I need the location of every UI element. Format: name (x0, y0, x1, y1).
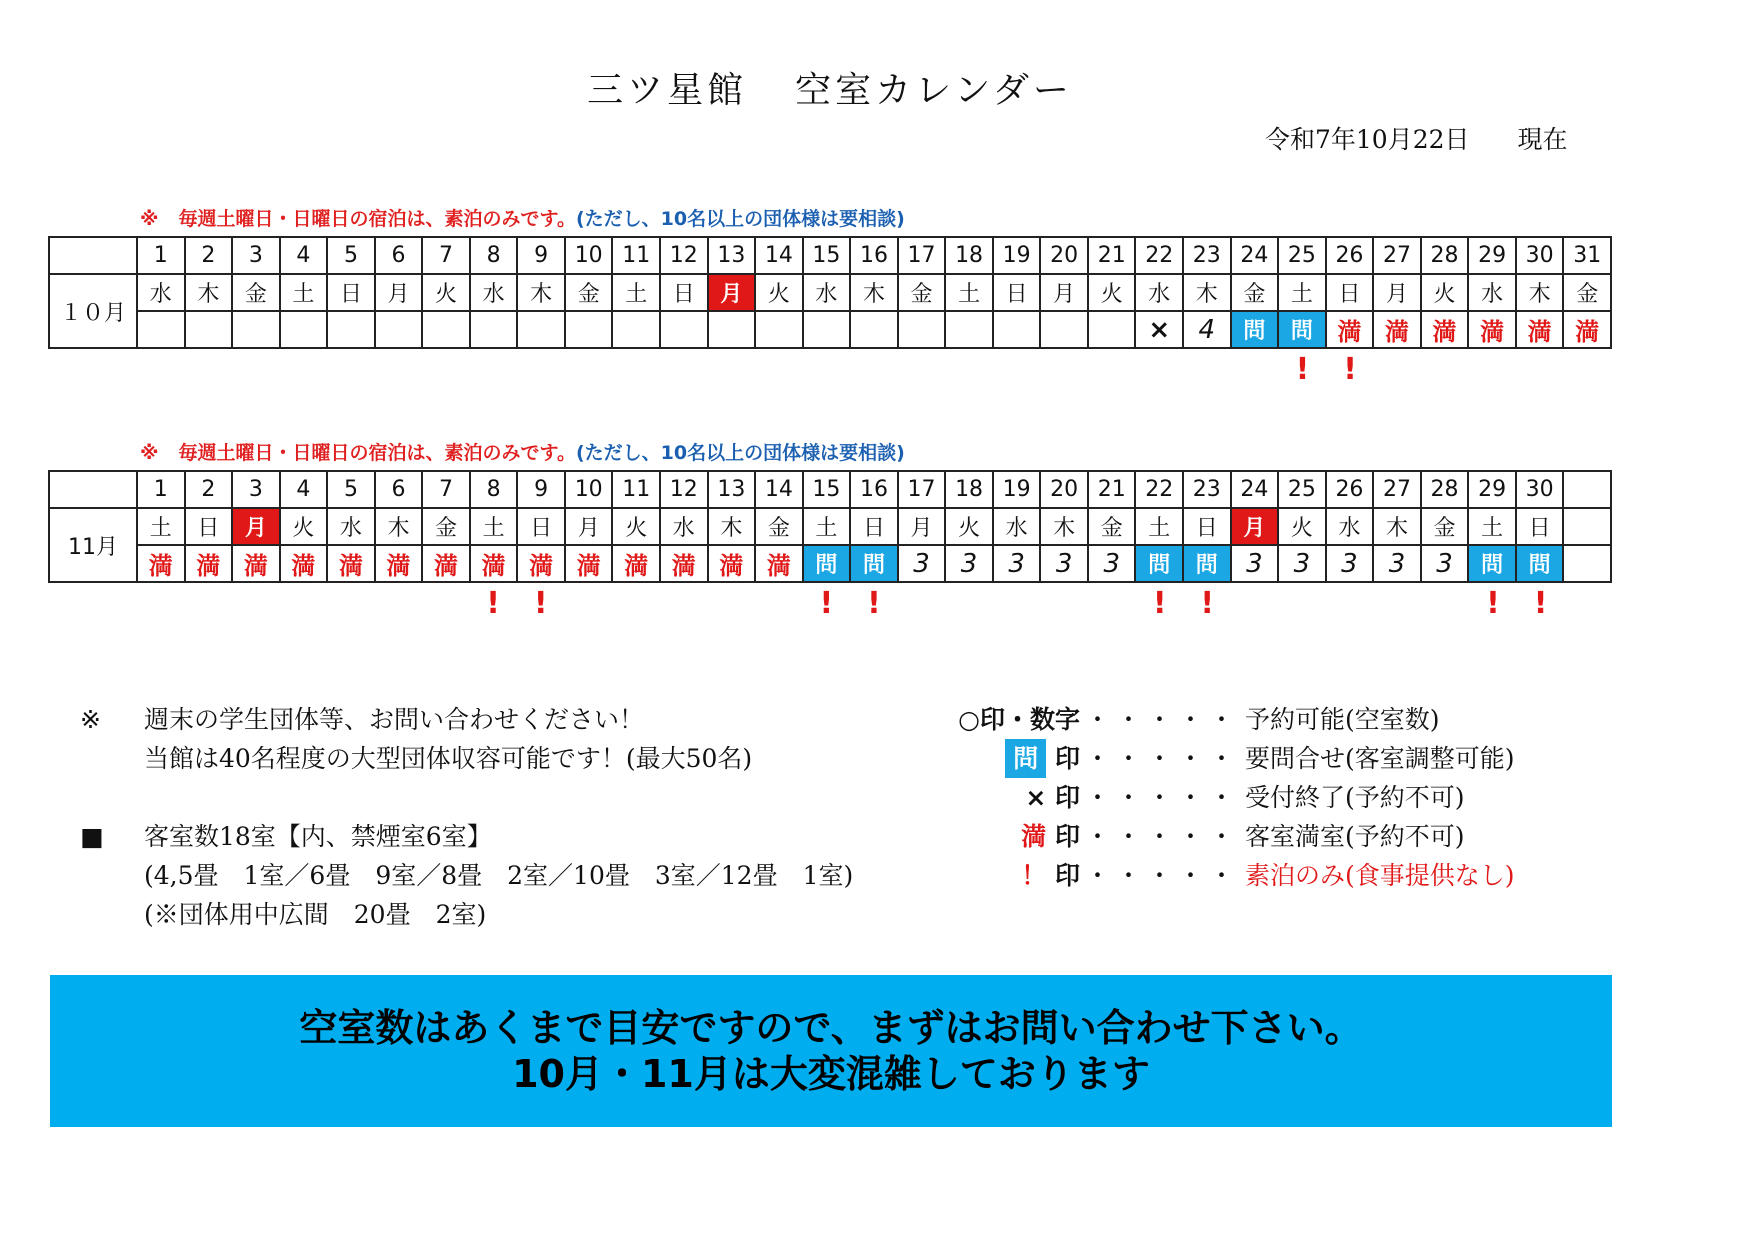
weekday: 水 (327, 508, 375, 545)
weekday: 木 (1183, 274, 1231, 311)
weekday: 日 (1516, 508, 1564, 545)
info-line: 当館は40名程度の大型団体収容可能です！(最大50名) (144, 744, 753, 773)
availability-cell: 満 (1373, 311, 1421, 348)
day-number: 24 (1231, 237, 1279, 274)
weekday: 水 (1326, 508, 1374, 545)
weekday: 月 (1040, 274, 1088, 311)
weekday: 水 (660, 508, 708, 545)
availability-cell: 3 (1088, 545, 1136, 582)
weekday: 火 (945, 508, 993, 545)
availability-cell: 満 (232, 545, 280, 582)
weekday: 木 (1516, 274, 1564, 311)
weekday: 木 (185, 274, 233, 311)
exclaim-row-november (48, 586, 1612, 626)
weekday: 水 (1135, 274, 1183, 311)
day-number: 27 (1373, 237, 1421, 274)
availability-cell (850, 311, 898, 348)
day-number: 13 (708, 237, 756, 274)
weekday: 土 (470, 508, 518, 545)
availability-cell (755, 311, 803, 348)
day-number: 29 (1468, 237, 1516, 274)
exclamation-icon: ! (1533, 586, 1548, 621)
availability-cell (280, 311, 328, 348)
month-label: 11月 (49, 508, 137, 582)
day-number: 24 (1231, 471, 1279, 508)
availability-cell: 問 (1278, 311, 1326, 348)
availability-cell: 問 (1231, 311, 1279, 348)
day-number: 25 (1278, 237, 1326, 274)
day-number: 16 (850, 471, 898, 508)
day-number: 27 (1373, 471, 1421, 508)
day-number: 7 (422, 237, 470, 274)
legend (950, 700, 1515, 895)
weekday: 月 (1373, 274, 1421, 311)
day-number: 30 (1516, 471, 1564, 508)
day-number: 9 (517, 471, 565, 508)
weekday: 土 (280, 274, 328, 311)
weekday: 木 (1040, 508, 1088, 545)
availability-cell (660, 311, 708, 348)
weekday: 日 (850, 508, 898, 545)
weekday: 火 (280, 508, 328, 545)
weekday: 月 (375, 274, 423, 311)
day-number: 13 (708, 471, 756, 508)
day-number: 17 (898, 237, 946, 274)
day-number: 18 (945, 471, 993, 508)
day-number: 17 (898, 471, 946, 508)
day-number: 11 (612, 237, 660, 274)
exclamation-icon: ! (819, 586, 834, 621)
weekday: 土 (945, 274, 993, 311)
day-number: 5 (327, 237, 375, 274)
weekday: 水 (803, 274, 851, 311)
exclamation-icon: ! (1486, 586, 1500, 621)
exclamation-icon: ! (486, 586, 500, 621)
day-number: 8 (470, 471, 518, 508)
day-number: 22 (1135, 237, 1183, 274)
availability-cell: 問 (850, 545, 898, 582)
page-title: 三ツ星館 空室カレンダー (587, 70, 1073, 111)
availability-cell: 満 (1326, 311, 1374, 348)
day-number: 2 (185, 237, 233, 274)
day-number: 23 (1183, 237, 1231, 274)
day-number: 12 (660, 471, 708, 508)
day-number: 31 (1563, 237, 1611, 274)
availability-cell: 3 (993, 545, 1041, 582)
info-spacer (80, 778, 853, 817)
day-number: 19 (993, 471, 1041, 508)
availability-cell (1040, 311, 1088, 348)
availability-cell: 満 (1563, 311, 1611, 348)
day-number: 11 (612, 471, 660, 508)
availability-cell: 満 (185, 545, 233, 582)
day-number: 9 (517, 237, 565, 274)
weekday: 金 (232, 274, 280, 311)
day-number: 18 (945, 237, 993, 274)
availability-cell: 3 (1231, 545, 1279, 582)
exclamation-icon: ! (1343, 352, 1357, 387)
weekday: 金 (755, 508, 803, 545)
weekday: 日 (993, 274, 1041, 311)
weekday: 火 (1278, 508, 1326, 545)
availability-cell: 問 (1135, 545, 1183, 582)
inquire-mark: 問 (1005, 739, 1046, 778)
weekday: 木 (517, 274, 565, 311)
day-number: 8 (470, 237, 518, 274)
weekday: 金 (565, 274, 613, 311)
availability-cell (137, 311, 185, 348)
day-number: 30 (1516, 237, 1564, 274)
availability-cell (708, 311, 756, 348)
month-header-blank (49, 237, 137, 274)
weekday: 火 (755, 274, 803, 311)
weekday: 木 (708, 508, 756, 545)
day-number: 10 (565, 237, 613, 274)
availability-cell: 満 (755, 545, 803, 582)
availability-cell: 満 (375, 545, 423, 582)
weekday: 火 (1421, 274, 1469, 311)
weekday: 月 (708, 274, 756, 311)
day-number: 5 (327, 471, 375, 508)
weekend-notice-november: ※ 毎週土曜日・日曜日の宿泊は、素泊のみです。(ただし、10名以上の団体様は要相談) (140, 442, 905, 464)
availability-cell: 3 (1373, 545, 1421, 582)
availability-cell (803, 311, 851, 348)
availability-cell (185, 311, 233, 348)
availability-cell (898, 311, 946, 348)
day-number: 26 (1326, 237, 1374, 274)
day-number: 25 (1278, 471, 1326, 508)
weekday: 火 (1088, 274, 1136, 311)
day-number: 15 (803, 471, 851, 508)
exclamation-icon: ! (533, 586, 548, 621)
availability-cell: 問 (803, 545, 851, 582)
day-number: 6 (375, 237, 423, 274)
availability-cell (993, 311, 1041, 348)
availability-cell: 満 (708, 545, 756, 582)
day-number: 22 (1135, 471, 1183, 508)
weekday: 金 (1563, 274, 1611, 311)
day-number: 29 (1468, 471, 1516, 508)
day-number: 3 (232, 237, 280, 274)
weekday: 金 (1421, 508, 1469, 545)
exclamation-icon: ! (867, 586, 881, 621)
day-number: 23 (1183, 471, 1231, 508)
availability-cell: 問 (1468, 545, 1516, 582)
day-number: 1 (137, 237, 185, 274)
availability-cell: 満 (327, 545, 375, 582)
exclamation-icon: ! (1295, 352, 1310, 387)
day-number: 14 (755, 237, 803, 274)
weekend-notice-october: ※ 毎週土曜日・日曜日の宿泊は、素泊のみです。(ただし、10名以上の団体様は要相談) (140, 208, 905, 230)
weekday: 水 (1468, 274, 1516, 311)
availability-cell: 3 (945, 545, 993, 582)
availability-cell: 満 (422, 545, 470, 582)
day-number: 28 (1421, 471, 1469, 508)
info-line: (4,5畳 1室／6畳 9室／8畳 2室／10畳 3室／12畳 1室) (144, 861, 854, 890)
availability-cell (565, 311, 613, 348)
availability-cell (470, 311, 518, 348)
weekday: 木 (850, 274, 898, 311)
availability-cell: 3 (1278, 545, 1326, 582)
availability-cell: 4 (1183, 311, 1231, 348)
availability-cell: 満 (1468, 311, 1516, 348)
availability-cell (327, 311, 375, 348)
availability-cell: × (1135, 311, 1183, 348)
weekday: 水 (470, 274, 518, 311)
weekday: 土 (1278, 274, 1326, 311)
weekday: 火 (612, 508, 660, 545)
availability-cell (1088, 311, 1136, 348)
weekday: 月 (565, 508, 613, 545)
availability-cell (375, 311, 423, 348)
month-header-blank (49, 471, 137, 508)
availability-cell: 3 (1421, 545, 1469, 582)
weekday: 木 (375, 508, 423, 545)
availability-cell: 満 (1421, 311, 1469, 348)
weekday: 土 (803, 508, 851, 545)
legend-closed: × 印 ・・・・・ 受付終了(予約不可) (1025, 783, 1465, 812)
availability-cell: 3 (898, 545, 946, 582)
exclamation-icon: ! (1200, 586, 1215, 621)
calendar-november (48, 470, 1612, 583)
availability-cell: 問 (1516, 545, 1564, 582)
day-number: 2 (185, 471, 233, 508)
legend-available: ○印・数字 ・・・・・ 予約可能(空室数) (958, 705, 1440, 734)
exclamation-icon: ！ (1021, 861, 1047, 890)
weekday: 金 (898, 274, 946, 311)
weekday: 水 (993, 508, 1041, 545)
day-number: 26 (1326, 471, 1374, 508)
day-number: 21 (1088, 471, 1136, 508)
day-number: 20 (1040, 471, 1088, 508)
availability-cell (232, 311, 280, 348)
exclamation-icon: ! (1152, 586, 1167, 621)
availability-cell: 満 (470, 545, 518, 582)
day-number: 16 (850, 237, 898, 274)
availability-cell: 3 (1040, 545, 1088, 582)
weekday: 土 (1468, 508, 1516, 545)
day-number: 19 (993, 237, 1041, 274)
availability-cell: 満 (1516, 311, 1564, 348)
day-number: 12 (660, 237, 708, 274)
availability-cell: 満 (517, 545, 565, 582)
availability-cell: 満 (660, 545, 708, 582)
weekday: 日 (185, 508, 233, 545)
legend-full: 満 印 ・・・・・ 客室満室(予約不可) (1021, 822, 1465, 851)
weekday: 土 (612, 274, 660, 311)
full-mark: 満 (1021, 822, 1047, 851)
info-line: ■ 客室数18室【内、禁煙室6室】 (80, 822, 492, 851)
weekday (1563, 508, 1611, 545)
legend-inquire: 問 印 ・・・・・ 要問合せ(客室調整可能) (950, 739, 1515, 778)
day-number: 21 (1088, 237, 1136, 274)
availability-cell (422, 311, 470, 348)
weekday: 金 (422, 508, 470, 545)
day-number: 10 (565, 471, 613, 508)
calendar-october (48, 236, 1612, 349)
day-number: 3 (232, 471, 280, 508)
availability-cell: 満 (565, 545, 613, 582)
availability-cell (945, 311, 993, 348)
weekday: 金 (1231, 274, 1279, 311)
weekday: 金 (1088, 508, 1136, 545)
availability-cell (517, 311, 565, 348)
availability-cell (1563, 545, 1611, 582)
legend-room-only: ！ 印 ・・・・・ 素泊のみ(食事提供なし) (1021, 861, 1515, 890)
weekday: 日 (517, 508, 565, 545)
day-number: 1 (137, 471, 185, 508)
weekday: 月 (232, 508, 280, 545)
day-number: 14 (755, 471, 803, 508)
exclaim-row-october (48, 352, 1612, 392)
day-number: 6 (375, 471, 423, 508)
day-number: 20 (1040, 237, 1088, 274)
availability-cell: 問 (1183, 545, 1231, 582)
weekday: 日 (327, 274, 375, 311)
availability-cell: 満 (612, 545, 660, 582)
day-number (1563, 471, 1611, 508)
weekday: 土 (137, 508, 185, 545)
weekday: 火 (422, 274, 470, 311)
weekday: 月 (898, 508, 946, 545)
weekday: 土 (1135, 508, 1183, 545)
day-number: 4 (280, 471, 328, 508)
notice-banner: 空室数はあくまで目安ですので、まずはお問い合わせ下さい。 10月・11月は大変混雑しております (50, 975, 1612, 1127)
weekday: 日 (1326, 274, 1374, 311)
day-number: 15 (803, 237, 851, 274)
closed-mark: × (1025, 783, 1047, 812)
weekday: 水 (137, 274, 185, 311)
day-number: 4 (280, 237, 328, 274)
info-notes (80, 700, 853, 934)
weekday: 日 (660, 274, 708, 311)
month-label: １０月 (49, 274, 137, 348)
day-number: 28 (1421, 237, 1469, 274)
weekday: 日 (1183, 508, 1231, 545)
weekday: 月 (1231, 508, 1279, 545)
availability-cell (612, 311, 660, 348)
availability-cell: 満 (280, 545, 328, 582)
day-number: 7 (422, 471, 470, 508)
availability-cell: 満 (137, 545, 185, 582)
info-line: ※ 週末の学生団体等、お問い合わせください！ (80, 705, 645, 734)
as-of-date: 令和7年10月22日 現在 (1265, 125, 1568, 154)
info-line: (※団体用中広間 20畳 2室) (144, 900, 487, 929)
weekday: 木 (1373, 508, 1421, 545)
availability-cell: 3 (1326, 545, 1374, 582)
